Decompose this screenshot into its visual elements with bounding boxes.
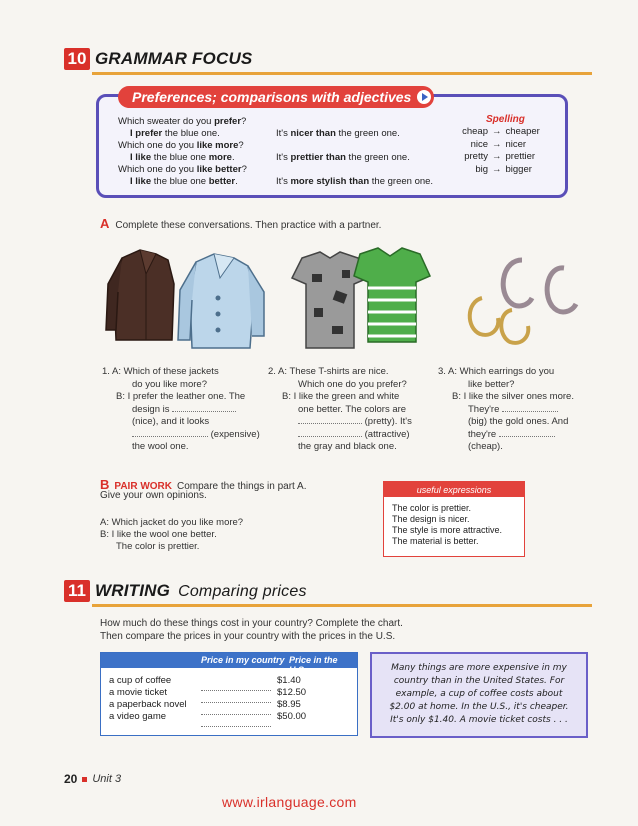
audio-play-icon[interactable] [417, 90, 431, 104]
section-rule [92, 604, 592, 607]
writing-instruction-2: Then compare the prices in your country with the prices in the U.S. [100, 631, 396, 642]
conversation-2: 2. A: These T-shirts are nice. Which one do you prefer? B: I like the green and white one better. The colors are (pretty). It's (attractive) the gray and black one. [268, 366, 412, 452]
price-input[interactable] [201, 719, 271, 727]
grammar-comparison-1: It's nicer than the green one. [276, 128, 400, 139]
part-a-letter: A [100, 216, 110, 231]
grammar-line-q2: Which one do you like more? [118, 140, 244, 151]
writing-instruction-1: How much do these things cost in your country? Complete the chart. [100, 618, 403, 629]
part-b-instruction: Compare the things in part A. [176, 481, 307, 492]
grammar-line-a1: I prefer the blue one. [130, 128, 220, 139]
blank-field[interactable] [172, 404, 236, 412]
spelling-row: pretty → prettier [464, 151, 536, 162]
page-footer [64, 772, 121, 786]
price-input[interactable] [201, 695, 271, 703]
blank-field[interactable] [298, 429, 362, 437]
spelling-row: cheap → cheaper [462, 126, 540, 137]
spelling-row: big → bigger [475, 163, 532, 175]
useful-expressions-box [383, 481, 525, 557]
footer-bullet-icon [82, 777, 87, 782]
silver-earrings-icon [503, 260, 576, 312]
leather-jacket-icon [106, 250, 174, 340]
earrings-illustration [452, 246, 582, 350]
pair-work-label: PAIR WORK [114, 481, 172, 492]
jackets-illustration [100, 244, 268, 356]
part-b-letter: B [100, 477, 110, 492]
us-price: $1.40 [277, 675, 301, 686]
grammar-line-a2: I like the blue one more. [130, 152, 235, 163]
useful-expression: The color is prettier. [392, 503, 472, 513]
table-row: a movie ticket [109, 687, 168, 698]
unit-label: Unit 3 [92, 773, 122, 785]
useful-expressions-title: useful expressions [384, 482, 524, 497]
part-a-instruction: Complete these conversations. Then practice with a partner. [115, 220, 382, 231]
spelling-title: Spelling [486, 114, 525, 125]
website-link[interactable]: www.irlanguage.com [222, 794, 357, 810]
tshirts-illustration [282, 244, 432, 356]
section-title-writing: WRITING Comparing prices [95, 581, 307, 600]
part-b-example-1: A: Which jacket do you like more? [100, 517, 244, 528]
price-input[interactable] [201, 707, 271, 715]
part-b-instruction-2: Give your own opinions. [100, 490, 207, 501]
table-row: a video game [109, 711, 167, 722]
blank-field[interactable] [132, 429, 208, 437]
grammar-title-banner [118, 86, 434, 108]
us-price: $12.50 [277, 687, 307, 698]
spelling-row: nice → nicer [470, 138, 527, 150]
spelling-list [440, 126, 550, 176]
wool-jacket-icon [178, 254, 264, 348]
useful-expression: The style is more attractive. [392, 525, 503, 535]
price-input[interactable] [201, 683, 271, 691]
section-title-grammar-focus: GRAMMAR FOCUS [95, 49, 253, 68]
grammar-line-q3: Which one do you like better? [118, 164, 247, 175]
part-b-example-3: The color is prettier. [116, 541, 200, 552]
sample-line: $2.00 at home. In the U.S., it's cheaper. [389, 702, 569, 712]
sample-line: example, a cup of coffee costs about [395, 689, 563, 699]
blank-field[interactable] [502, 404, 558, 412]
us-price: $50.00 [277, 711, 307, 722]
section-rule [92, 72, 592, 75]
conversation-1: 1. A: Which of these jackets do you like more? B: I prefer the leather one. The design is (nice), and it looks (expensive) the wool one. [102, 366, 260, 452]
sample-line: country than in the United States. For [393, 676, 565, 686]
column-header-us: Price in the U.S. [289, 655, 338, 675]
price-table [100, 652, 358, 736]
page-number: 20 [64, 772, 78, 786]
grammar-comparison-2: It's prettier than the green one. [276, 152, 410, 163]
useful-expression: The material is better. [392, 536, 479, 546]
part-b-example-2: B: I like the wool one better. [100, 529, 217, 540]
useful-expression: The design is nicer. [392, 514, 470, 524]
grammar-title: Preferences; comparisons with adjectives [132, 89, 412, 105]
blank-field[interactable] [499, 429, 555, 437]
grammar-line-a3: I like the blue one better. [130, 176, 238, 187]
conversation-3: 3. A: Which earrings do you like better? B: I like the silver ones more. They're (big) the gold ones. And they're (cheap). [438, 366, 574, 452]
grammar-line-q1: Which sweater do you prefer? [118, 116, 247, 127]
sample-line: Many things are more expensive in my [391, 663, 567, 673]
table-row: a cup of coffee [109, 675, 172, 686]
green-tshirt-icon [354, 248, 430, 342]
blank-field[interactable] [298, 416, 362, 424]
sample-paragraph-box [370, 652, 588, 738]
price-table-header [101, 653, 357, 675]
part-a-instruction-row [100, 216, 381, 233]
us-price: $8.95 [277, 699, 301, 710]
sample-line: It's only $1.40. A movie ticket costs . . . [390, 715, 568, 725]
grammar-comparison-3: It's more stylish than the green one. [276, 176, 434, 187]
column-header-my-country: Price in my country [201, 655, 285, 665]
section-number-11: 11 [64, 580, 90, 602]
section-number-10: 10 [64, 48, 90, 70]
table-row: a paperback novel [109, 699, 187, 710]
